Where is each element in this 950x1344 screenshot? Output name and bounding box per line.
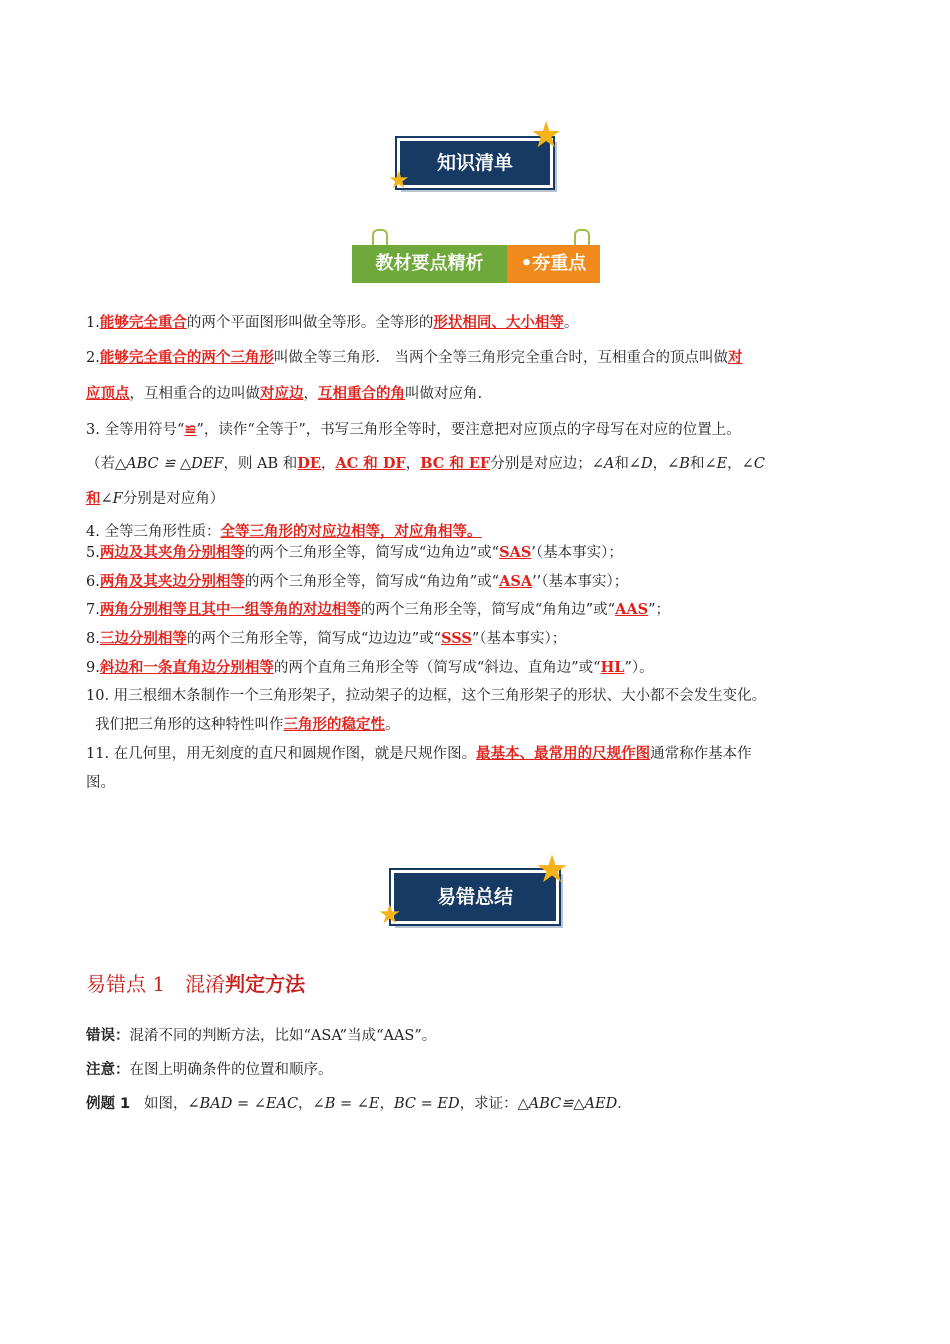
text: 的两个三角形全等，简写成“角边角”或“ [244, 574, 500, 590]
text: ． [617, 1096, 632, 1112]
math: BC = ED [393, 1096, 460, 1112]
text: ， [652, 456, 668, 472]
banner-left-label: 教材要点精析 [352, 245, 507, 283]
text: ”）。 [624, 660, 654, 676]
list-item-10 [86, 684, 766, 705]
knowledge-badge-label: 知识清单 [436, 152, 513, 174]
highlight: 能够完全重合 [99, 314, 187, 331]
note-text: 在图上明确条件的位置和顺序。 [129, 1062, 333, 1078]
math: ∠BAD = ∠EAC [187, 1096, 299, 1112]
text: 叫做全等三角形. 当两个全等三角形完全重合时，互相重合的顶点叫做 [273, 350, 728, 366]
text: ”，读作“全等于”，书写三角形全等时，要注意把对应顶点的字母写在对应的位置上。 [196, 422, 741, 438]
star-icon: ★ [535, 847, 570, 891]
highlight: 能够完全重合的两个三角形 [99, 349, 274, 366]
text: （若 [86, 456, 115, 472]
list-item-10-cont [95, 713, 400, 734]
list-item-9 [86, 656, 654, 677]
math: ∠B = ∠E [312, 1096, 380, 1112]
highlight: 最基本、最常用的尺规作图 [476, 745, 651, 762]
text: 9. [86, 660, 100, 676]
text: 如图， [143, 1096, 188, 1112]
text: 分别是对应边； [490, 456, 592, 472]
highlight: SSS [441, 630, 472, 647]
text: ，则 AB 和 [223, 456, 298, 472]
mistakes-badge [391, 870, 559, 924]
text: 我们把三角形的这种特性叫作 [95, 717, 284, 733]
text: ’’（基本事实）； [532, 574, 629, 590]
text: 10. 用三根细木条制作一个三角形架子，拉动架子的边框，这个三角形架子的形状、大小都不会发生变化。 [86, 688, 767, 704]
list-item-4 [86, 520, 481, 541]
star-icon: ★ [388, 166, 410, 194]
text: 和 [614, 456, 629, 472]
text: 通常称作基本作 [650, 746, 752, 762]
text: 3. 全等用符号“ [86, 422, 185, 438]
text: 4. 全等三角形性质： [86, 524, 221, 540]
text: ”（基本事实）； [471, 631, 567, 647]
list-item-3-cont [86, 452, 765, 473]
list-item-8 [86, 627, 566, 648]
text: ， [405, 456, 421, 472]
highlight: BC 和 EF [420, 455, 491, 472]
text: 的两个三角形全等，简写成“角角边”或“ [360, 602, 616, 618]
list-item-11 [86, 742, 752, 763]
error-text: 混淆不同的判断方法，比如“ASA”当成“AAS”。 [129, 1028, 437, 1044]
error-label: 错误： [86, 1028, 130, 1044]
highlight: 对应边 [260, 385, 304, 402]
highlight: DE [297, 455, 321, 472]
text: ’（基本事实）； [531, 545, 623, 561]
highlight: 互相重合的角 [318, 385, 405, 402]
highlight: AC 和 DF [335, 455, 406, 472]
highlight: 斜边和一条直角边分别相等 [99, 659, 274, 676]
list-item-1 [86, 311, 578, 332]
text: ， [320, 456, 336, 472]
text: 的两个三角形全等，简写成“边边边”或“ [186, 631, 442, 647]
text: 。 [563, 315, 579, 331]
text: ”； [648, 602, 670, 618]
math: △ABC ≌ △DEF [115, 456, 224, 472]
highlight: HL [600, 659, 625, 676]
text: 和 [689, 456, 705, 472]
highlight: 两边及其夹角分别相等 [99, 544, 245, 561]
highlight: ASA [499, 573, 533, 590]
text: 11. 在几何里，用无刻度的直尺和圆规作图，就是尺规作图。 [86, 746, 477, 762]
highlight: 形状相同 [433, 314, 492, 331]
list-item-3-cont2 [86, 487, 224, 508]
math: ∠B [667, 456, 690, 472]
highlight: 两角及其夹边分别相等 [99, 573, 245, 590]
text: 8. [86, 631, 100, 647]
text: 分别是对应角） [122, 491, 225, 507]
highlight: 三边分别相等 [99, 630, 187, 647]
mistakes-badge-wrap [0, 870, 950, 924]
text: 2. [86, 350, 100, 366]
highlight: ≌ [184, 421, 197, 438]
list-item-3 [86, 418, 741, 439]
text: 7. [86, 602, 100, 618]
text: ， [379, 1096, 394, 1112]
highlight: 大小相等 [505, 314, 564, 331]
text: ， [298, 1096, 313, 1112]
highlight: 应顶点 [86, 385, 130, 402]
text: ，互相重合的边叫做 [129, 386, 260, 402]
star-icon: ★ [530, 115, 563, 156]
highlight: 全等三角形的对应边相等，对应角相等。 [220, 523, 482, 540]
mistake-point-title [86, 968, 305, 997]
highlight: SAS [499, 544, 532, 561]
math: ∠F [100, 491, 123, 507]
text: ， [303, 386, 318, 402]
text: 图。 [86, 775, 115, 791]
example-line [86, 1092, 632, 1113]
math: ∠D [628, 456, 653, 472]
text: 5. [86, 545, 100, 561]
title-part-bold: 判定方法 [225, 972, 306, 996]
knowledge-badge-wrap [0, 138, 950, 188]
text: 的两个三角形全等，简写成“边角边”或“ [244, 545, 500, 561]
text: 的两个平面图形叫做全等形。全等形的 [186, 315, 434, 331]
note-line [86, 1058, 333, 1079]
text: 6. [86, 574, 100, 590]
list-item-11-cont [86, 771, 115, 792]
math: ∠E [704, 456, 728, 472]
title-part: 易错点 1 混淆 [86, 972, 226, 996]
example-label: 例题 1 [86, 1096, 131, 1112]
list-item-6 [86, 570, 628, 591]
text: 的两个直角三角形全等（简写成“斜边、直角边”或“ [273, 660, 601, 676]
math: ∠A [591, 456, 615, 472]
highlight: 三角形的稳定性 [283, 716, 385, 733]
highlight: 、 [491, 314, 506, 331]
list-item-7 [86, 598, 670, 619]
note-label: 注意： [86, 1062, 130, 1078]
text: ，求证： [459, 1096, 518, 1112]
text: 。 [385, 717, 400, 733]
text: ， [727, 456, 742, 472]
math: △ABC≌△AED [517, 1096, 618, 1112]
star-icon: ★ [378, 900, 402, 930]
textbook-key-points-banner [352, 245, 600, 283]
highlight: 和 [86, 490, 101, 507]
error-line [86, 1024, 436, 1045]
list-item-2-cont [86, 382, 482, 403]
highlight: 对 [727, 349, 743, 366]
math: ∠C [741, 456, 765, 472]
list-item-2 [86, 346, 742, 367]
text: 叫做对应角. [405, 386, 483, 402]
highlight: AAS [615, 601, 649, 618]
mistakes-badge-label: 易错总结 [436, 886, 513, 908]
text: 1. [86, 315, 100, 331]
highlight: 两角分别相等且其中一组等角的对边相等 [99, 601, 361, 618]
banner-right-label: •夯重点 [507, 245, 600, 283]
list-item-5 [86, 541, 623, 562]
